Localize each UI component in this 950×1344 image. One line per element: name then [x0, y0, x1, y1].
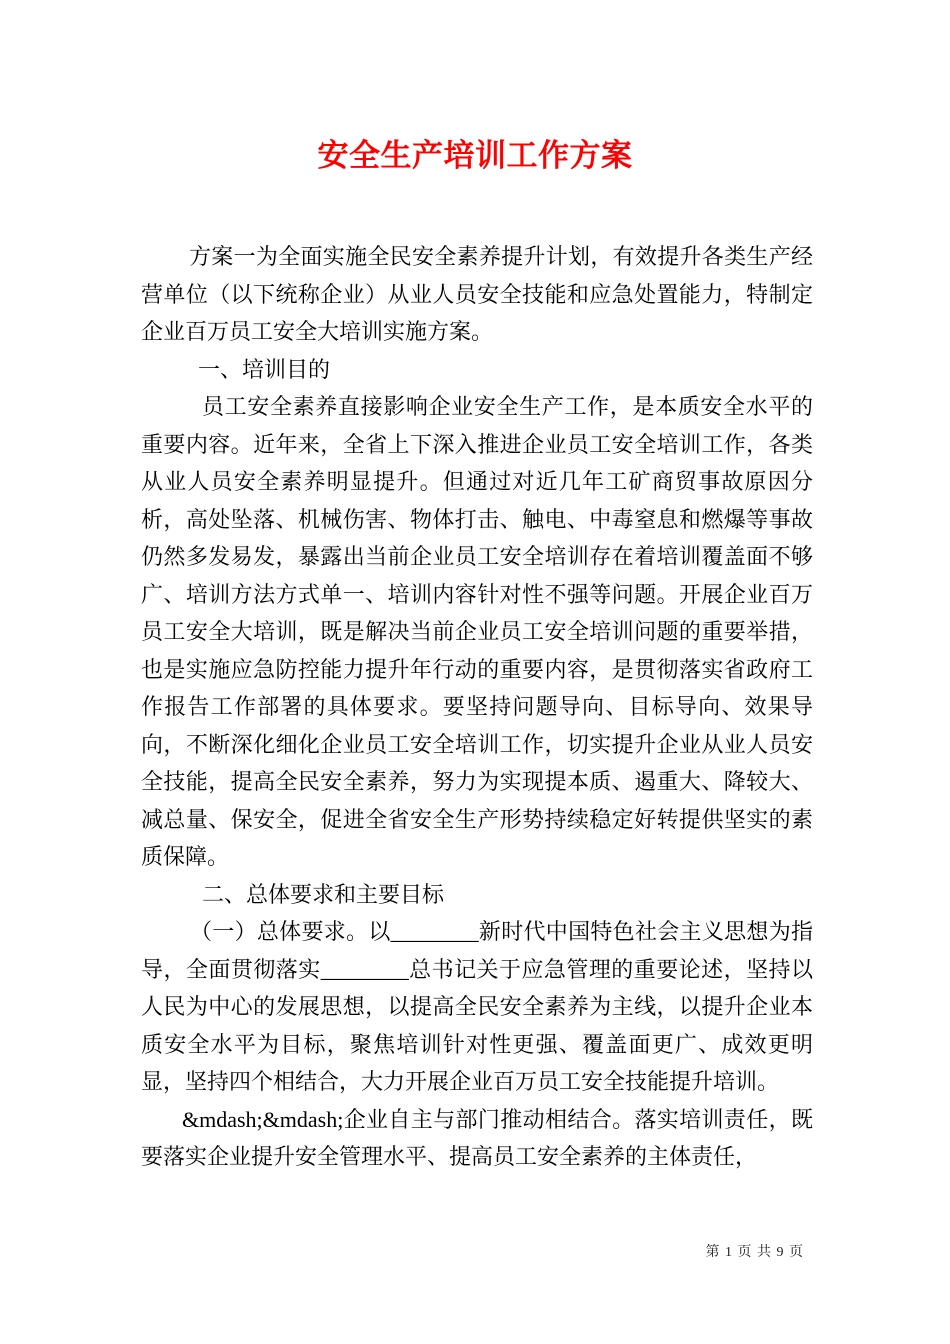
section-heading-training-purpose: 一、培训目的 [198, 356, 331, 382]
section-heading-overall-requirements: 二、总体要求和主要目标 [202, 881, 445, 907]
paragraph-overall-requirements: （一）总体要求。以________新时代中国特色社会主义思想为指导，全面贯彻落实________总书记关于应急管理的重要论述，坚持以人民为中心的发展思想，以提高全民安全素养为主线，以提升企业本质安全水平为目标，聚焦培训针对性更强、覆盖面更广、成效更明显，坚持四个相结合，大力开展企业百万员工安全技能提升培训。 [141, 919, 813, 1094]
paragraph-training-purpose: 员工安全素养直接影响企业安全生产工作，是本质安全水平的重要内容。近年来，全省上下深入推进企业员工安全培训工作，各类从业人员安全素养明显提升。但通过对近几年工矿商贸事故原因分析，高处坠落、机械伤害、物体打击、触电、中毒窒息和燃爆等事故仍然多发易发，暴露出当前企业员工安全培训存在着培训覆盖面不够广、培训方法方式单一、培训内容针对性不强等问题。开展企业百万员工安全大培训，既是解决当前企业员工安全培训问题的重要举措，也是实施应急防控能力提升年行动的重要内容，是贯彻落实省政府工作报告工作部署的具体要求。要坚持问题导向、目标导向、效果导向，不断深化细化企业员工安全培训工作，切实提升企业从业人员安全技能，提高全民安全素养，努力为实现提本质、遏重大、降较大、减总量、保安全，促进全省安全生产形势持续稳定好转提供坚实的素质保障。 [141, 394, 813, 869]
paragraph-enterprise-department: &mdash;&mdash;企业自主与部门推动相结合。落实培训责任，既要落实企业提升安全管理水平、提高员工安全素养的主体责任， [141, 1106, 813, 1169]
page-number: 第 1 页 共 9 页 [705, 1245, 804, 1260]
document-body [141, 238, 813, 1176]
document-title: 安全生产培训工作方案 [317, 138, 633, 173]
paragraph-intro: 方案一为全面实施全民安全素养提升计划，有效提升各类生产经营单位（以下统称企业）从业人员安全技能和应急处置能力，特制定企业百万员工安全大培训实施方案。 [141, 244, 813, 344]
